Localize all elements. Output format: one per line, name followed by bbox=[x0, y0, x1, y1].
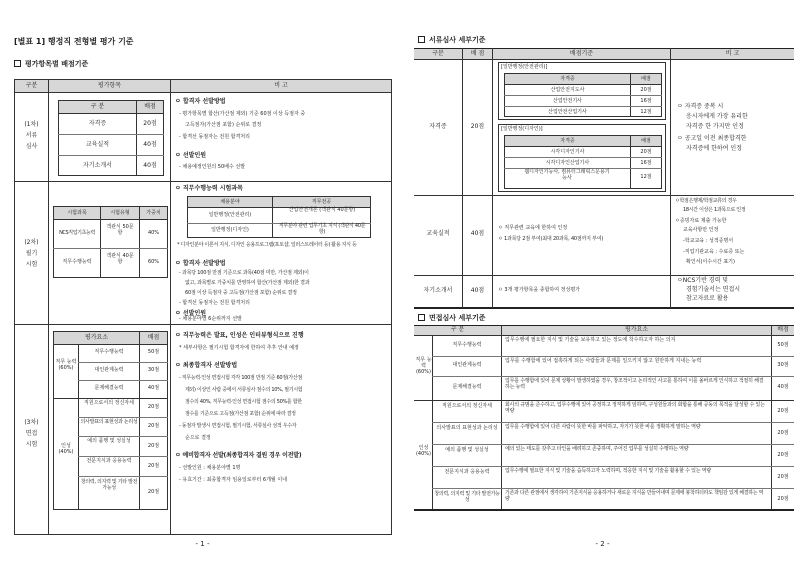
t2-row-desc: 예의 있는 태도를 갖추고 타인을 배려하고 존중하며, 주어진 업무를 성실히 수행하는 역량 bbox=[505, 446, 689, 452]
t2-group-personality: 인성 (40%) bbox=[415, 445, 431, 457]
s3-row-score: 20점 bbox=[147, 489, 160, 495]
s1-remark: ㅇ 합격자 선발방법 bbox=[175, 98, 226, 105]
t2-row-item: 문제해결능력 bbox=[452, 384, 482, 390]
s3-remark: 제외) 이상인 사람 중에서 서류심사 점수의 10%, 필기시험 bbox=[185, 387, 303, 393]
checkbox-square-icon bbox=[418, 36, 425, 43]
safety-head-score: 배점 bbox=[641, 76, 651, 82]
s3-remark: - 유효기간 : 최종합격자 임용일로부터 6개월 이내 bbox=[179, 477, 287, 483]
s1-head-score: 배점 bbox=[144, 103, 156, 110]
s3-remark: 점수의 40%, 직무능력·인성 면접시험 점수의 50%를 합한 bbox=[185, 399, 302, 405]
s2-remark: ㅇ 선발인원 bbox=[175, 310, 207, 317]
design-row-score: 20점 bbox=[640, 149, 652, 155]
page-right bbox=[405, 0, 800, 566]
design-row-name: 웹디자인기능사, 컴퓨터그래픽스운용기능사 bbox=[524, 169, 610, 181]
cert-remark: 자격증에 한하여 인정 bbox=[686, 145, 742, 152]
edu-remark: -학교교육 : 성적증명서 bbox=[683, 238, 734, 244]
cert-score: 20점 bbox=[470, 123, 485, 130]
t2-row-score: 50점 bbox=[777, 342, 789, 348]
s3-row-score: 20점 bbox=[147, 463, 160, 469]
self-score: 40점 bbox=[470, 287, 485, 294]
s2-sub-row-major: 산업안전개론 (객관식 40문항) bbox=[288, 207, 356, 213]
s3-row-item: 직무수행능력 bbox=[94, 349, 124, 355]
stage3-label-3: 시험 bbox=[25, 441, 38, 448]
edu-remark: 교육사항만 인정 bbox=[683, 227, 719, 233]
s1-remark: 고득점자(가산점 포함) 순위로 결정 bbox=[185, 122, 262, 128]
cert-design-title: [일반행정(디자인)] bbox=[501, 126, 543, 132]
s2-sub-head-field: 채용분야 bbox=[220, 199, 240, 205]
s2-row-type: 객관식 50문항 bbox=[106, 224, 134, 236]
s3-group-personality: 인성 (40%) bbox=[58, 443, 74, 455]
stage1-label-1: (1차) bbox=[24, 121, 39, 128]
s3-row-item: 대인관계능력 bbox=[94, 367, 124, 373]
design-row-name: 시각디자인산업기사 bbox=[545, 160, 590, 166]
s2-sub-row-field: 일반행정(안전관리) bbox=[208, 212, 252, 218]
t2-row-desc: 업무수행에 필요한 지식 및 기술을 습득하고자 노력하며, 적응한 지식 및 기술을 활용할 수 있는 역량 bbox=[505, 468, 712, 474]
cert-remark: 응시자에게 가장 유리한 bbox=[686, 113, 748, 120]
section-title-interview: 면접심사 세부기준 bbox=[418, 314, 486, 322]
t1-head-score: 배 점 bbox=[470, 50, 485, 57]
stage2-label-1: (2차) bbox=[24, 239, 39, 246]
edu-remark: 확인서(이수시간 표기) bbox=[686, 259, 735, 265]
s3-row-item: 의사발표의 표현성과 논리성 bbox=[80, 419, 138, 425]
s2-sub-head-major: 직무전공 bbox=[311, 199, 332, 205]
s2-row-subject: 직무수행능력 bbox=[62, 259, 92, 265]
s3-head-score: 배점 bbox=[147, 334, 160, 341]
s1-row-score: 40점 bbox=[143, 141, 157, 148]
t2-row-item: 직원으로서의 정신자세 bbox=[442, 403, 492, 409]
s2-head-subject: 시험과목 bbox=[67, 210, 87, 216]
design-head-score: 배점 bbox=[641, 138, 651, 144]
s3-row-score: 20점 bbox=[147, 443, 160, 449]
s1-remark: - 합격선 동점자는 전원 합격처리 bbox=[179, 134, 250, 140]
s3-row-score: 40점 bbox=[147, 385, 160, 391]
s2-head-type: 시험유형 bbox=[110, 210, 130, 216]
s3-row-item: 창의력, 의지력 및 기타 발전가능성 bbox=[80, 479, 138, 491]
safety-row-name: 산업안전산업기사 bbox=[548, 109, 587, 115]
page-number-right: - 2 - bbox=[595, 540, 610, 548]
t2-row-item: 의사발표의 표현성과 논리성 bbox=[436, 425, 498, 431]
t1-head-gubun: 구분 bbox=[432, 50, 444, 57]
checkbox-square-icon bbox=[14, 60, 21, 67]
checkbox-square-icon bbox=[418, 314, 425, 321]
cert-safety-title: [일반행정(안전관리)] bbox=[501, 64, 548, 70]
t2-row-desc: 기존과 다른 관점에서 생각하여 기존지식을 응용하거나 새로운 지식을 만들어내며 문제에 봉착하더라도 책임감 있게 해결하는 역량 bbox=[505, 490, 764, 502]
stage2-label-2: 필기 bbox=[25, 250, 38, 257]
s3-row-score: 20점 bbox=[147, 423, 160, 429]
s1-head-gubun: 구 분 bbox=[90, 103, 105, 110]
edu-remark: 18시간 이상은 1과목으로 인정 bbox=[683, 207, 746, 213]
cert-remark: ㅇ 자격증 중복 시 bbox=[677, 103, 724, 110]
stage1-label-2: 서류 bbox=[25, 132, 38, 139]
s3-row-score: 30점 bbox=[147, 367, 160, 373]
t2-row-item: 예의 품행 및 성실성 bbox=[445, 447, 489, 453]
cert-remark: 자격증 한 가지만 인정 bbox=[686, 123, 744, 130]
t2-head-gubun: 구 분 bbox=[450, 326, 465, 333]
edu-criteria: ㅇ 직무관련 교육에 한하여 인정 bbox=[498, 225, 568, 231]
s3-remark: ㅇ 직무능력은 발표, 인성은 인터뷰형식으로 진행 bbox=[175, 332, 304, 339]
s2-row-type: 객관식 40문항 bbox=[106, 253, 134, 265]
s3-row-score: 20점 bbox=[147, 404, 160, 410]
t2-row-score: 30점 bbox=[777, 362, 789, 368]
stage3-label-2: 면접 bbox=[25, 430, 38, 437]
cert-label: 자격증 bbox=[429, 123, 447, 130]
s1-row-score: 20점 bbox=[143, 120, 157, 127]
t2-row-score: 40점 bbox=[777, 384, 789, 390]
s2-row-subject: NCS직업기초능력 bbox=[59, 230, 95, 236]
s2-sub-row-field: 일반행정(디자인) bbox=[211, 227, 249, 233]
t2-row-desc: 업무를 수행함에 있어 접촉하게 되는 사람들과 문제를 일으키지 않고 원만하게 지내는 능력 bbox=[505, 358, 702, 364]
s3-row-item: 직원으로서의 정신자세 bbox=[84, 400, 134, 406]
t1-head-criteria: 배점기준 bbox=[569, 50, 594, 57]
s2-row-weight: 60% bbox=[147, 259, 160, 265]
edu-score: 40점 bbox=[470, 230, 485, 237]
t2-row-item: 대인관계능력 bbox=[452, 362, 482, 368]
edu-criteria: ㅇ 1과목당 2점 부여(최대 20과목, 40점까지 부여) bbox=[498, 236, 604, 242]
t1-head-remarks: 비 고 bbox=[725, 50, 740, 57]
design-row-score: 12점 bbox=[640, 174, 652, 180]
s3-remark: * 세부사항은 필기시험 합격자에 한하여 추후 안내 예정 bbox=[179, 345, 299, 351]
s1-row-score: 40점 bbox=[143, 162, 157, 169]
self-label: 자기소개서 bbox=[423, 287, 453, 294]
s3-remark: 순으로 결정 bbox=[185, 435, 211, 441]
s3-remark: ㅇ 최종합격자 선발방법 bbox=[175, 362, 238, 369]
t2-row-score: 20점 bbox=[777, 496, 789, 502]
safety-row-score: 12점 bbox=[640, 109, 652, 115]
s1-remark: - 채용예정인원의 50배수 선발 bbox=[179, 164, 246, 170]
t2-row-item: 직무수행능력 bbox=[452, 342, 482, 348]
t2-row-score: 20점 bbox=[777, 430, 789, 436]
s2-head-weight: 가중치 bbox=[146, 210, 161, 216]
s2-remark-top: ㅇ 직무수행능력 시험과목 bbox=[175, 185, 243, 192]
s2-remark: ㅇ 합격자 선발방법 bbox=[175, 260, 226, 267]
s3-row-item: 문제해결능력 bbox=[94, 385, 124, 391]
s3-remark: - 동점자 발생시 면접시험, 필기시험, 서류심사 성적 우수자 bbox=[179, 423, 297, 429]
s1-row-item: 자격증 bbox=[88, 120, 107, 127]
page-number-left: - 1 - bbox=[195, 540, 210, 548]
stage3-label-1: (3차) bbox=[24, 419, 39, 426]
self-remark: 경험기술서는 면접시 bbox=[686, 286, 741, 293]
edu-remark: -직업기관교육 : 수료증 또는 bbox=[683, 249, 745, 255]
stage2-label-3: 시험 bbox=[25, 261, 38, 268]
doc-title: [별표 1] 행정직 전형별 평가 기준 bbox=[14, 37, 134, 46]
s2-remark: 없고, 과목별로 가중치를 반영하여 합산(가산점 제외)한 결과 bbox=[185, 280, 310, 286]
safety-row-name: 산업안전기사 bbox=[553, 98, 582, 104]
t2-row-score: 20점 bbox=[777, 474, 789, 480]
s3-remark: 점수를 기준으로 고득점(가산점 포함) 순위에 따라 결정 bbox=[185, 411, 296, 417]
header-remarks: 비 고 bbox=[274, 82, 288, 89]
design-row-name: 시각디자인기사 bbox=[550, 149, 585, 155]
safety-row-score: 20점 bbox=[640, 87, 652, 93]
self-criteria: ㅇ 3개 평가항목을 종합하여 정성평가 bbox=[498, 287, 580, 293]
s1-row-item: 자기소개서 bbox=[83, 162, 112, 169]
edu-remark: ㅇ학점은행제/학점교류의 경우 bbox=[675, 198, 737, 204]
safety-head-cert: 자격증 bbox=[560, 76, 575, 82]
s2-remark: 60점 이상 득점자 중 고득점(가산점 포함) 순위로 결정 bbox=[185, 290, 297, 296]
header-stage: 구분 bbox=[25, 82, 38, 89]
s3-head-element: 평가요소 bbox=[84, 334, 109, 341]
s2-sub-row-major: 직무분야 관련 업무기초 지식 (객관식 40문항) bbox=[278, 223, 366, 235]
t2-head-score: 배점 bbox=[777, 326, 789, 333]
t2-row-score: 20점 bbox=[777, 452, 789, 458]
safety-row-score: 16점 bbox=[640, 98, 652, 104]
s3-remark: - 직무능력·인성 면접시험 각각 100점 만점 기준 60점(가산점 bbox=[179, 375, 303, 381]
s2-remark: - 채용분야별 6순위까지 선발 bbox=[179, 316, 242, 322]
s1-remark: ㅇ 선발인원 bbox=[175, 152, 207, 159]
t2-row-item: 창의력, 의지력 및 기타 발전가능성 bbox=[434, 491, 500, 503]
s3-remark: ㅇ 예비합격자 선발(최종합격자 결원 경우 이전발) bbox=[175, 452, 302, 459]
t2-group-job: 직무 능력 (60%) bbox=[415, 357, 432, 375]
design-row-score: 16점 bbox=[640, 160, 652, 166]
t2-row-item: 전문지식과 응용능력 bbox=[444, 469, 490, 475]
t2-row-score: 20점 bbox=[777, 408, 789, 414]
design-head-cert: 자격증 bbox=[560, 138, 575, 144]
s3-group-job: 직무 능력 (60%) bbox=[55, 359, 77, 371]
s3-remark: - 선발인원 : 채용분야별 1명 bbox=[179, 465, 241, 471]
cert-remark: ㅇ 공고일 이전 최종합격한 bbox=[677, 135, 747, 142]
edu-remark: ㅇ증빙자료 제출 가능한 bbox=[675, 218, 727, 224]
t2-row-desc: 회사의 규범을 준수하고, 업무수행에 있어 공정하고 정직하게 임하며, 구성원들과의 화합을 통해 공동의 목적을 달성할 수 있는 역량 bbox=[505, 402, 765, 414]
section-title-score-criteria: 평가항목별 배점기준 bbox=[14, 60, 88, 68]
s2-row-weight: 40% bbox=[147, 230, 160, 236]
self-remark: ㅇNCS기반 경력 및 bbox=[677, 277, 729, 284]
s1-row-item: 교육실적 bbox=[85, 141, 110, 148]
t2-row-desc: 업무를 수행함에 있어 다른 사람이 뜻한 바를 파악하고, 자기가 뜻한 바를 정확하게 말하는 역량 bbox=[505, 424, 701, 430]
s1-remark: - 평가항목별 합산(가산점 제외) 기준 60점 이상 득점자 중 bbox=[179, 111, 306, 117]
section-title-document-review: 서류심사 세부기준 bbox=[418, 36, 486, 44]
t2-head-element: 평가요소 bbox=[624, 326, 649, 333]
header-items: 평가항목 bbox=[97, 82, 122, 89]
edu-label: 교육실적 bbox=[426, 230, 450, 237]
s2-remark: - 과목당 100점 만점 기준으로 과목(40점 미만, 가산점 제외)이 bbox=[179, 270, 309, 276]
safety-row-name: 산업안전지도사 bbox=[550, 87, 585, 93]
s3-row-item: 전문지식과 응용능력 bbox=[86, 458, 132, 464]
self-remark: 참고자료로 활용 bbox=[686, 295, 729, 302]
stage1-label-3: 심사 bbox=[25, 143, 38, 150]
s2-note: * 디자인분야 이론서 지식, 디자인 응용프로그램(포토샵, 일러스트레이터 등) 활용 지식 등 bbox=[177, 242, 357, 248]
s2-remark: - 합격선 동점자는 전원 합격처리 bbox=[179, 300, 250, 306]
s3-row-score: 50점 bbox=[147, 349, 160, 355]
s3-row-item: 예의 품행 및 성실성 bbox=[87, 438, 131, 444]
t2-row-desc: 업무를 수행함에 있어 문제 상황이 발생하였을 경우, 창조적이고 논리적인 사고를 통하여 이를 올바르게 인식하고 적절히 해결하는 능력 bbox=[505, 378, 764, 390]
t2-row-desc: 업무수행에 필요한 지식 및 기술을 보유하고 있는 정도에 착수하고자 하는 의지 bbox=[505, 337, 676, 343]
